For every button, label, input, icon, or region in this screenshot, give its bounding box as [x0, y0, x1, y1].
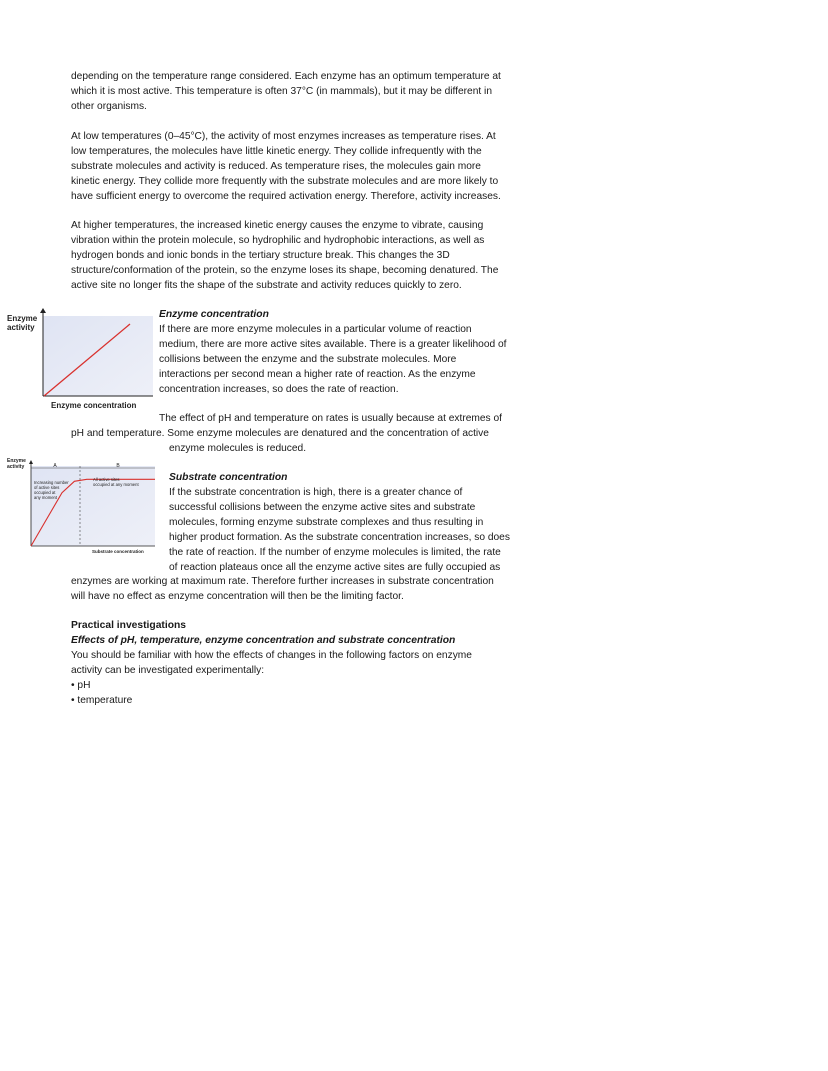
- text-line: activity can be investigated experimentally:: [71, 665, 265, 676]
- annotation-line: occupied at any moment: [93, 482, 139, 487]
- text-line: structure/conformation of the protein, so the enzyme loses its shape, becoming denatured. The: [71, 265, 499, 276]
- substrate-concentration-body: [169, 485, 510, 575]
- ph-text-line: pH and temperature. Some enzyme molecules are denatured and the concentration of active: [71, 428, 489, 439]
- text-line: molecules, forming enzyme substrate complexes and thus resulting in: [169, 517, 484, 528]
- chart2-ylabel-line: activity: [7, 463, 25, 470]
- text-line: You should be familiar with how the effects of changes in the following factors on enzyme: [71, 650, 472, 661]
- text-line: hydrogen bonds and ionic bonds in the tertiary structure break. This changes the 3D: [71, 250, 450, 261]
- chart2-xlabel: Substrate concentration: [92, 549, 144, 554]
- text-line: If there are more enzyme molecules in a particular volume of reaction: [159, 324, 472, 335]
- text-line: low temperatures, the molecules have little kinetic energy. They collide infrequently with the: [71, 146, 482, 157]
- text-line: of reaction plateaus once all the enzyme active sites are fully occupied as: [169, 562, 501, 573]
- paragraph-temperature-optimum: [71, 69, 501, 114]
- annotation-line: occupied at: [34, 490, 56, 495]
- enzyme-concentration-chart: [38, 308, 158, 398]
- chart2-region-b-label: B: [116, 463, 120, 469]
- text-line: vibration within the protein molecule, so hydrophilic and hydrophobic interactions, as well as: [71, 235, 485, 246]
- enzyme-concentration-body: [159, 322, 507, 397]
- paragraph-high-temperature: [71, 218, 498, 293]
- chart1-ylabel: [7, 314, 37, 332]
- practical-subheading: Effects of pH, temperature, enzyme concentration and substrate concentration: [71, 635, 456, 646]
- text-line: other organisms.: [71, 101, 147, 112]
- chart1-plot-background: [43, 316, 153, 396]
- bullet-item: • pH: [71, 680, 91, 691]
- text-line: At low temperatures (0–45°C), the activity of most enzymes increases as temperature rises. At: [71, 131, 496, 142]
- annotation-line: Increasing number: [34, 480, 69, 485]
- text-line: concentration increases, so does the rate of reaction.: [159, 384, 399, 395]
- text-line: successful collisions between the enzyme active sites and substrate: [169, 502, 476, 513]
- text-line: kinetic energy. They collide more frequently with the substrate molecules and are more likely to: [71, 176, 499, 187]
- chart2-ylabel: [7, 459, 26, 470]
- bullet-item: • temperature: [71, 695, 133, 706]
- ph-text-line: The effect of pH and temperature on rates is usually because at extremes of: [159, 413, 502, 424]
- practical-body: [71, 648, 472, 708]
- annotation-line: All active sites: [93, 477, 120, 482]
- practical-heading: Practical investigations: [71, 620, 187, 631]
- chart2-annotation-b: [93, 477, 139, 487]
- text-line: substrate molecules and activity is reduced. As temperature rises, the molecules gain more: [71, 161, 481, 172]
- annotation-line: any moment: [34, 495, 58, 500]
- text-line: If the substrate concentration is high, there is a greater chance of: [169, 487, 463, 498]
- text-line: enzymes are working at maximum rate. Therefore further increases in substrate concentration: [71, 576, 494, 587]
- chart1-y-axis-arrow: [40, 308, 46, 313]
- text-line: interactions per second mean a higher rate of reaction. As the enzyme: [159, 369, 476, 380]
- text-line: active site no longer fits the shape of the substrate and activity reduces quickly to zero.: [71, 280, 462, 291]
- annotation-line: of active sites: [34, 485, 60, 490]
- substrate-concentration-continued: [71, 574, 494, 604]
- chart2-region-a-label: A: [53, 463, 57, 469]
- chart2-annotation-a: [34, 480, 69, 500]
- ph-text-line: enzyme molecules is reduced.: [169, 443, 307, 454]
- text-line: At higher temperatures, the increased kinetic energy causes the enzyme to vibrate, causing: [71, 220, 484, 231]
- text-line: the rate of reaction. If the number of enzyme molecules is limited, the rate: [169, 547, 501, 558]
- paragraph-low-temperature: [71, 129, 501, 204]
- chart2-ylabel-line: Enzyme: [7, 458, 26, 464]
- substrate-concentration-heading: Substrate concentration: [169, 472, 288, 483]
- text-line: collisions between the enzyme and the substrate molecules. More: [159, 354, 457, 365]
- text-line: medium, there are more active sites available. There is a greater likelihood of: [159, 339, 507, 350]
- chart1-xlabel: Enzyme concentration: [51, 401, 137, 410]
- text-line: depending on the temperature range considered. Each enzyme has an optimum temperature at: [71, 71, 501, 82]
- substrate-concentration-chart: [28, 460, 158, 550]
- text-line: which it is most active. This temperature is often 37°C (in mammals), but it may be different in: [71, 86, 492, 97]
- text-line: higher product formation. As the substrate concentration increases, so does: [169, 532, 510, 543]
- enzyme-concentration-heading: Enzyme concentration: [159, 309, 269, 320]
- chart1-ylabel-line: activity: [7, 323, 35, 332]
- chart2-y-axis-arrow: [29, 460, 33, 464]
- text-line: will have no effect as enzyme concentration will then be the limiting factor.: [71, 591, 404, 602]
- chart1-ylabel-line: Enzyme: [7, 314, 38, 323]
- text-line: have sufficient energy to overcome the required activation energy. Therefore, activity increases.: [71, 191, 501, 202]
